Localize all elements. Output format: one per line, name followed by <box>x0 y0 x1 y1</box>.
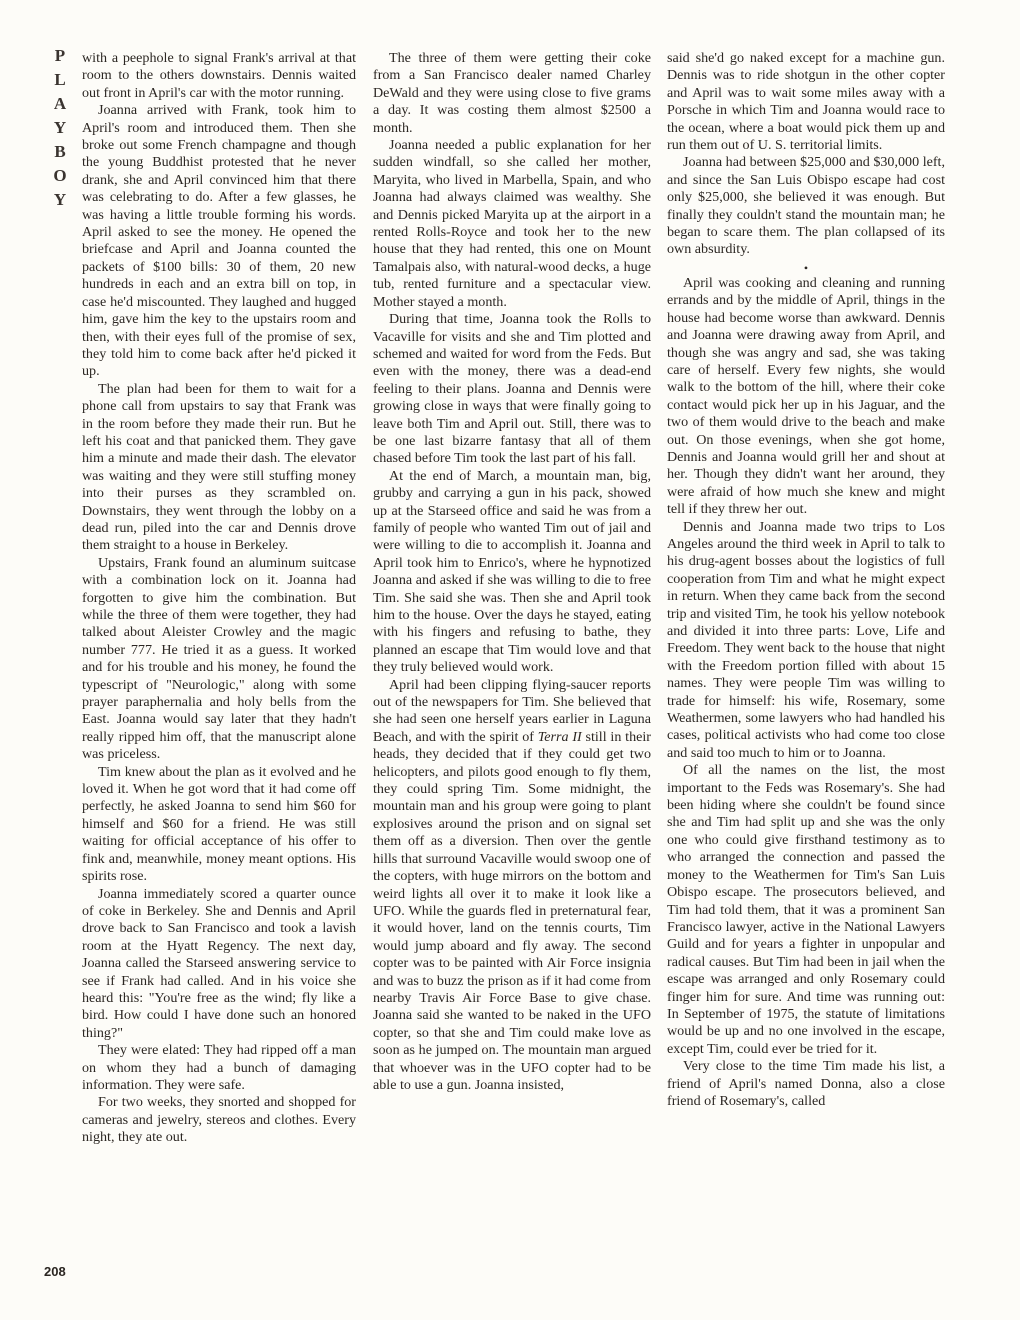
paragraph: During that time, Joanna took the Rolls to Vacaville for visits and she and Tim plotted and schemed and waited for word from the Feds. But even with the money, there was a dead-end feeling to their plans. Joanna and Dennis were growing close in ways that were finally going to leave both Tim and April out. Still, there was to be one last bizarre fantasy that all of them chased before Tim took the last part of his fall. <box>373 311 651 467</box>
paragraph-text: April had been clipping flying-saucer reports out of the newspapers for Tim. She believed that she had seen one herself years earlier in Laguna Beach, and with the spirit of <box>373 676 651 745</box>
magazine-masthead <box>50 44 70 212</box>
paragraph: Joanna arrived with Frank, took him to April's room and introduced them. Then she broke out some French champagne and though the young Buddhist protested that he never drank, she and April convinced him that there was celebrating to do. After a few glasses, he was having a little trouble forming his words. April asked to see the money. He opened the briefcase and April and Joanna counted the packets of $100 bills: 30 of them, 20 new hundreds in each and an extra bill on top, in case he'd miscounted. They laughed and hugged him, gave him the key to the upstairs room and then, with their eyes full of the promise of sex, they told him to come back after he'd picked it up. <box>82 102 356 380</box>
masthead-letter: Y <box>53 118 67 137</box>
paragraph: with a peephole to signal Frank's arrival at that room to the others downstairs. Dennis waited out front in April's car with the motor running. <box>82 50 356 101</box>
text-column-1 <box>82 50 356 1147</box>
paragraph: Joanna needed a public explanation for her sudden windfall, so she called her mother, Maryita, who lived in Marbella, Spain, and who Joanna had always claimed was wealthy. She and Dennis picked Maryita up at the airport in a rented Rolls-Royce and took her to the new house that they had rented, this one on Mount Tamalpais also, with natural-wood decks, a huge tub, rented furniture and a spectacular view. Mother stayed a month. <box>373 137 651 310</box>
paragraph: Joanna had between $25,000 and $30,000 left, and since the San Luis Obispo escape had cost only $25,000, she believed it was enough. But finally they couldn't stand the mountain man; he began to scare them. The plan collapsed of its own absurdity. <box>667 154 945 258</box>
paragraph: They were elated: They had ripped off a man on whom they had a bunch of damaging information. They were safe. <box>82 1042 356 1093</box>
masthead-letter: A <box>53 94 67 113</box>
masthead-letter: B <box>54 142 66 161</box>
page-number: 208 <box>44 1264 66 1279</box>
ship-name: Terra II <box>537 728 582 745</box>
paragraph <box>373 677 651 1095</box>
text-column-2 <box>373 50 651 1094</box>
paragraph: For two weeks, they snorted and shopped for cameras and jewelry, stereos and clothes. Every night, they ate out. <box>82 1094 356 1146</box>
paragraph: said she'd go naked except for a machine gun. Dennis was to ride shotgun in the other copter and April was to wait some miles away with a Porsche in which Tim and Joanna would race to the ocean, where a boat would pick them up and run them out of U. S. territorial limits. <box>667 50 945 154</box>
paragraph: April was cooking and cleaning and running errands and by the middle of April, things in the house had become worse than awkward. Dennis and Joanna were drawing away from April, and though she was angry and sad, she was taking care of herself. Every few nights, she would walk to the bottom of the hill, where their coke contact would pick her up in his Jaguar, and the two of them would drive to the beach and make out. On those evenings, when she got home, Dennis and Joanna would grill her and shout at her. Though they didn't want her around, they were afraid of how much she knew and might tell if they threw her out. <box>667 274 945 518</box>
paragraph-text: still in their heads, they decided that if they could get two helicopters, and pilots good enough to fly them, they could spring Tim. Some midnight, the mountain man and his group were going to plant explosives around the prison and on signal set them off as a diversion. Then over the gentle hills that surround Vacaville would swoop one of the copters, with huge mirrors on the bottom and weird lights all over it to make it look like a UFO. While the guards fled in preternatural fear, it would hover, land on the tennis courts, Tim would jump aboard and fly away. The second copter was to be painted with Air Force insignia and was to buzz the prison as if it had come from nearby Travis Air Force Base to give chase. Joanna said she wanted to be naked in the UFO copter, so that she and Tim could make love as soon as he jumped on. The mountain man argued that whoever was in the UFO copter had to be able to use a gun. Joanna insisted, <box>373 728 651 1093</box>
paragraph: Joanna immediately scored a quarter ounce of coke in Berkeley. She and Dennis and April drove back to San Francisco and took a lavish room at the Hyatt Regency. The next day, Joanna called the Starseed answering service to see if Frank had called. And in his voice she heard this: "You're free as the wind; fly like a bird. How could I have done such an honored thing?" <box>82 885 356 1041</box>
paragraph: At the end of March, a mountain man, big, grubby and carrying a gun in his pack, showed up at the Starseed office and said he was from a family of people who wanted Tim out of jail and were willing to die to accomplish it. Joanna and April took him to Enrico's, where he hypnotized Joanna and asked if she was willing to die to free Tim. She said she was. Then she and April took him to the house. Over the days he stayed, eating with his fingers and refusing to bathe, they planned an escape that Tim would love and that they truly believed would work. <box>373 467 651 676</box>
paragraph: Of all the names on the list, the most important to the Feds was Rosemary's. She had been hiding where she couldn't be found since she and Tim had split up and she was the only one who could give firsthand testimony as to who arranged the connection and passed the money to the Weathermen for Tim's San Luis Obispo escape. The prosecutors believed, and Tim had told them, that it was a prominent San Francisco lawyer, active in the National Lawyers Guild and for years a fighter in unpopular and radical causes. But Tim had been in jail when the escape was arranged and only Rosemary could finger him for sure. And time was running out: In September of 1975, the statute of limitations would be up and no one involved in the escape, except Tim, could ever be tried for it. <box>667 762 945 1057</box>
paragraph: Dennis and Joanna made two trips to Los Angeles around the third week in April to talk to his drug-agent bosses about the logistics of full cooperation from Tim and what he might expect in return. When they came back from the second trip and visited Tim, he took his yellow notebook and divided it into three parts: Love, Life and Freedom. They went back to the house that night with the Freedom portion filled with about 15 names. They were people Tim was willing to trade for himself: his wife, Rosemary, some Weathermen, some lawyers who had handled his cases, political activists who had come too close and said too much to him or to Joanna. <box>667 518 945 761</box>
paragraph: Upstairs, Frank found an aluminum suitcase with a combination lock on it. Joanna had forgotten to give him the combination. But while the three of them were together, they had talked about Aleister Crowley and the magic number 777. He tried it as a guess. It worked and for his trouble and his money, he found the typescript of "Neurologic," along with some prayer paraphernalia and holy bells from the East. Joanna would say later that they hadn't really ripped him off, that the manuscript alone was priceless. <box>82 554 356 763</box>
masthead-letter: L <box>54 70 66 89</box>
text-column-3 <box>667 50 945 1110</box>
paragraph: Tim knew about the plan as it evolved and he loved it. When he got word that it had come off perfectly, he asked Joanna to send him $60 for himself and $60 for a friend. He was still waiting for official acceptance of his offer to fink and, meanwhile, money meant options. His spirits rose. <box>82 763 356 885</box>
paragraph: The plan had been for them to wait for a phone call from upstairs to say that Frank was in the room before they made their run. But he left his coat and that panicked them. They gave him a minute and made their dash. The elevator was waiting and they were still stuffing money into their purses as they scrambled on. Downstairs, they went through the lobby on a dead run, piled into the car and Dennis drove them straight to a house in Berkeley. <box>82 380 356 554</box>
masthead-letter: Y <box>53 190 67 209</box>
masthead-letter: O <box>53 166 67 185</box>
section-break-bullet: • <box>803 260 809 275</box>
paragraph: The three of them were getting their coke from a San Francisco dealer named Charley DeWald and they were using close to five grams a day. It was costing them almost $2500 a month. <box>373 50 651 136</box>
paragraph: Very close to the time Tim made his list, a friend of April's named Donna, also a close friend of Rosemary's, called <box>667 1058 945 1109</box>
masthead-letter: P <box>54 46 66 65</box>
